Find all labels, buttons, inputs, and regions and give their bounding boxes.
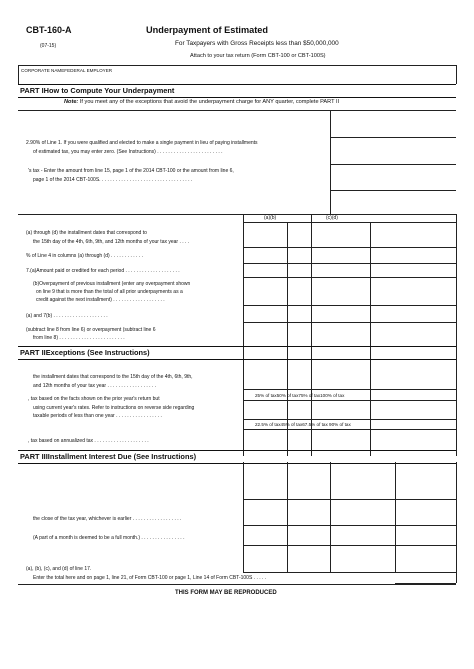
p2-row-b-rule	[243, 419, 456, 420]
p1-col-split	[330, 110, 331, 215]
p1-line5-text-b: the 15th day of the 4th, 6th, 9th, and 12th months of your tax year . . . .	[33, 239, 190, 245]
footer-rule	[18, 584, 456, 585]
corp-box-left	[18, 65, 19, 84]
row7-rule	[243, 277, 456, 278]
table-right	[456, 214, 457, 456]
form-id: CBT-160-A	[26, 25, 72, 35]
p3-row3-rule	[243, 545, 456, 546]
p2-line-b-text-3: taxable periods of less than one year . . . . . . . . . . . . . . . . .	[33, 413, 162, 419]
p3-line-b-text: (A part of a month is deemed to be a full month.) . . . . . . . . . . . . . . . .	[33, 535, 185, 541]
p1-line6-text: % of Line 4 in columns (a) through (d) . . . . . . . . . . . .	[26, 253, 143, 259]
form-title: Underpayment of Estimated	[146, 25, 269, 35]
p2-line-c-text: , tax based on annualized tax . . . . . . . . . . . . . . . . . . . .	[28, 438, 149, 444]
p1-line8-text: (a) and 7(b) . . . . . . . . . . . . . . . . . . . .	[26, 313, 108, 319]
row6-rule	[243, 263, 456, 264]
p1-line2-text-b: of estimated tax, you may enter zero. (See Instructions) . . . . . . . . . . . . . . . . . . . . . . . .	[33, 149, 223, 155]
p2-pct1-rule	[243, 400, 456, 401]
p2-percent-row-2: 22.5% of tax45% of tax67.5% of tax 90% of tax	[255, 422, 351, 427]
p1-line1-rule	[330, 137, 456, 138]
p1-line7b-text-c: credit against the next installment) . . . . . . . . . . . . . . . . . . .	[36, 297, 165, 303]
note-label: Note:	[64, 99, 79, 105]
p3-col-b-left	[287, 462, 288, 572]
part1-title: PART IHow to Compute Your Underpayment	[20, 86, 175, 95]
p3-row2-rule	[243, 525, 456, 526]
col-header-rule	[243, 222, 456, 223]
p1-line3-rule	[330, 190, 456, 191]
form-subtitle: For Taxpayers with Gross Receipts less than $50,000,000	[175, 40, 339, 47]
p3-right	[456, 462, 457, 583]
p2-row-a-rule	[243, 389, 456, 390]
p2-line-b-text-1: , tax based on the facts shown on the prior year's return but	[28, 396, 160, 402]
corp-box-right	[456, 65, 457, 84]
row8-rule	[243, 322, 456, 323]
p3-line-c-text-2: Enter the total here and on page 1, line 21, of Form CBT-100 or page 1, Line 14 of Form CBT-100S . . . . .	[33, 575, 267, 581]
part1-note	[64, 99, 339, 105]
part3-header	[18, 450, 456, 464]
p1-line9-text-b: from line 8) . . . . . . . . . . . . . . . . . . . . . . . .	[33, 335, 125, 341]
part2-title: PART IIExceptions (See Instructions)	[20, 348, 150, 357]
p1-line3-text-b: page 1 of the 2014 CBT-100S. . . . . . . . . . . . . . . . . . . . . . . . . . . . . . . . . .	[33, 177, 193, 183]
row5-rule	[243, 247, 456, 248]
p1-line2-rule	[330, 164, 456, 165]
p3-line-a-text: the close of the tax year, whichever is earlier . . . . . . . . . . . . . . . . . .	[33, 516, 182, 522]
table-top-rule	[18, 214, 456, 215]
col-header-ab: (a)(b)	[264, 215, 277, 221]
table-col-d-left	[370, 222, 371, 456]
p2-line-b-text-2: using current year's rates. Refer to instructions on reverse side regarding	[33, 405, 195, 411]
part3-title: PART IIIInstallment Interest Due (See Instructions)	[20, 452, 197, 461]
p3-row1-rule	[243, 499, 456, 500]
p3-col-c-left	[330, 462, 331, 572]
p2-percent-row-1: 25% of tax50% of tax75% of tax100% of tax	[255, 393, 345, 398]
table-col-b-left	[287, 222, 288, 456]
p1-line7b-text-a: (b)Overpayment of previous installment (enter any overpayment shown	[33, 281, 191, 287]
part1-header	[18, 84, 456, 98]
p3-col-d-left	[395, 462, 396, 572]
p2-line-a-text-1: the installment dates that correspond to the 15th day of the 4th, 6th, 9th,	[33, 374, 193, 380]
p3-col-a-left	[243, 462, 244, 572]
p3-row4-rule	[243, 572, 456, 573]
form-revision: (07-15)	[40, 43, 57, 49]
header-rule	[18, 65, 456, 66]
note-text: If you meet any of the exceptions that avoid the underpayment charge for ANY quarter, complete PART II	[79, 99, 340, 105]
p2-pct2-rule	[243, 429, 456, 430]
p1-line3-text-a: 's tax - Enter the amount from line 15, page 1 of the 2014 CBT-100 or the amount from line 6,	[28, 168, 234, 174]
attach-note: Attach to your tax return (Form CBT-100 or CBT-100S)	[190, 53, 326, 59]
p1-line7b-text-b: on line 9 that is more than the total of all prior underpayments as a	[36, 289, 183, 295]
p1-rule-top	[18, 110, 456, 111]
row7b-rule	[243, 305, 456, 306]
p1-line2-text-a: 2.90% of Line 1. If you were qualified and elected to make a single payment in lieu of paying installments	[26, 140, 258, 146]
p1-line7-text: 7.(a)Amount paid or credited for each period . . . . . . . . . . . . . . . . . . . .	[26, 268, 180, 274]
p3-line-c-text-1: (a), (b), (c), and (d) of line 17.	[26, 566, 92, 572]
col-header-cd: (c)(d)	[326, 215, 338, 221]
corporate-name-label: CORPORATE NAMEFEDERAL EMPLOYER	[21, 68, 113, 73]
part2-header	[18, 346, 456, 360]
p1-line9-text-a: (subtract line 8 from line 6) or overpayment (subtract line 6	[26, 327, 156, 333]
reproduce-note: THIS FORM MAY BE REPRODUCED	[175, 590, 277, 596]
p1-line5-text-a: (a) through (d) the installment dates that correspond to	[26, 230, 147, 236]
p2-line-a-text-2: and 12th months of your tax year . . . . . . . . . . . . . . . . . .	[33, 383, 157, 389]
